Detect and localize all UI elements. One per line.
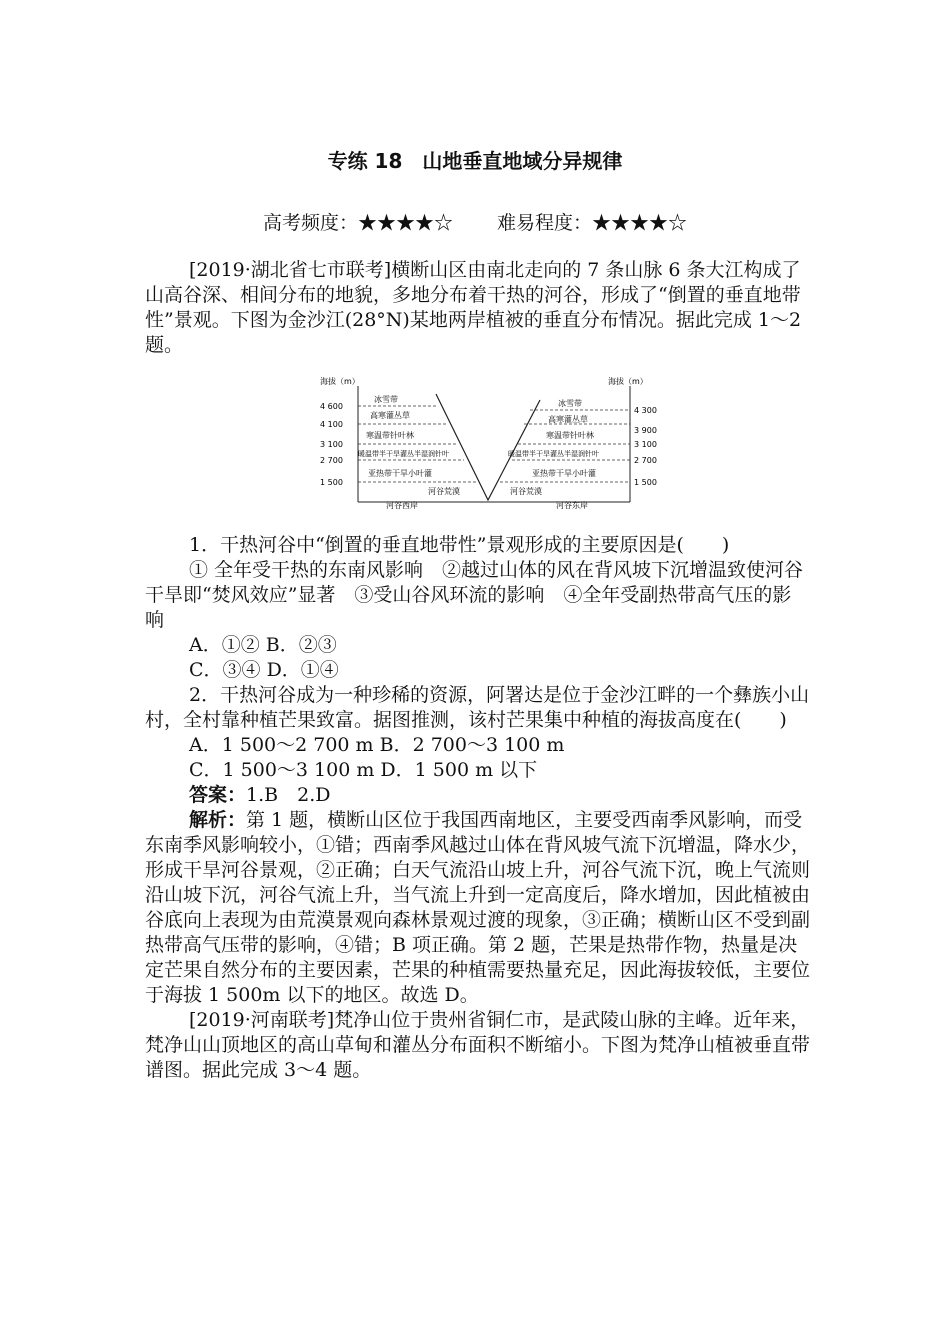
- answer-value: 1.B 2.D: [246, 784, 331, 806]
- questions-block: [145, 533, 810, 1083]
- question-2-options-ab: A．1 500～2 700 m B．2 700～3 100 m: [189, 734, 565, 756]
- question-1-stem: 1．干热河谷中“倒置的垂直地带性”景观形成的主要原因是( ): [189, 534, 730, 556]
- left-tick: 3 100: [320, 440, 343, 449]
- exam-frequency: 高考频度：★★★★☆: [262, 212, 453, 234]
- question-1-statements: ① 全年受干热的东南风影响 ②越过山体的风在背风坡下沉增温致使河谷干旱即“焚风效应”显著 ③受山谷风环流的影响 ④全年受副热带高气压的影响: [145, 559, 804, 631]
- answer-label: 答案：: [189, 784, 247, 806]
- analysis-text: 第 1 题，横断山区位于我国西南地区，主要受西南季风影响，而受东南季风影响较小，①错；西南季风越过山体在背风坡气流下沉增温，降水少，形成干旱河谷景观，②正确；白天气流沿山坡上升，河谷气流下沉，晚上气流则沿山坡下沉，河谷气流上升，当气流上升到一定高度后，降水增加，因此植被由谷底向上表现为由荒漠景观向森林景观过渡的现象，③正确；横断山区不受到副热带高气压带的影响，④错；B 项正确。第 2 题，芒果是热带作物，热量是决定芒果自然分布的主要因素，芒果的种植需要热量充足，因此海拔较低，主要位于海拔 1 500m 以下的地区。故选 D。: [145, 809, 811, 1006]
- east-bank-label: 河谷东岸: [556, 501, 588, 510]
- question-1-options-cd: C．③④ D．①④: [189, 659, 339, 681]
- right-zone-label: 亚热带干旱小叶灌: [532, 469, 596, 478]
- intro-passage-2: [2019·河南联考]梵净山位于贵州省铜仁市，是武陵山脉的主峰。近年来，梵净山山顶地区的高山草甸和灌丛分布面积不断缩小。下图为梵净山植被垂直带谱图。据此完成 3～4 题。: [145, 1009, 811, 1081]
- left-zone-label: 暖温带半干旱灌丛半湿润针叶: [358, 450, 449, 458]
- right-zone-label: 高寒灌丛草: [548, 415, 588, 424]
- right-tick: 2 700: [634, 456, 657, 465]
- answer-line: [145, 783, 810, 808]
- right-tick: 4 300: [634, 406, 657, 415]
- left-axis-title: 海拔（m）: [320, 377, 360, 386]
- left-zone-label: 河谷荒漠: [428, 487, 460, 496]
- page-title: 专练 18 山地垂直地域分异规律: [327, 149, 623, 173]
- right-zone-label: 冰雪带: [558, 399, 582, 408]
- right-zone-label: 暖温带半干旱灌丛半湿润针叶: [508, 450, 599, 458]
- question-2-stem: 2．干热河谷成为一种珍稀的资源，阿署达是位于金沙江畔的一个彝族小山村，全村靠种植芒果致富。据图推测，该村芒果集中种植的海拔高度在( ): [145, 684, 810, 731]
- intro-passage-1: [145, 258, 810, 358]
- left-tick: 4 100: [320, 420, 343, 429]
- right-tick: 3 900: [634, 426, 657, 435]
- right-axis-title: 海拔（m）: [608, 377, 648, 386]
- intro-text: [2019·湖北省七市联考]横断山区由南北走向的 7 条山脉 6 条大江构成了山高谷深、相间分布的地貌，多地分布着干热的河谷，形成了“倒置的垂直地带性”景观。下图为金沙江(28°N)某地两岸植被的垂直分布情况。据此完成 1～2 题。: [145, 259, 802, 356]
- right-zone-label: 河谷荒漠: [510, 487, 542, 496]
- analysis-label: 解析：: [189, 809, 247, 831]
- left-zone-label: 高寒灌丛草: [370, 411, 410, 420]
- west-bank-label: 河谷西岸: [386, 501, 418, 510]
- question-2-options-cd: C．1 500～3 100 m D．1 500 m 以下: [189, 759, 538, 781]
- left-zone-label: 亚热带干旱小叶灌: [368, 469, 432, 478]
- left-zone-label: 寒温带针叶林: [366, 431, 414, 440]
- right-zone-label: 寒温带针叶林: [546, 431, 594, 440]
- difficulty-level: 难易程度：★★★★☆: [497, 212, 688, 234]
- left-tick: 1 500: [320, 478, 343, 487]
- left-zone-label: 冰雪带: [374, 395, 398, 404]
- vegetation-zone-figure: [318, 372, 658, 510]
- left-tick: 2 700: [320, 456, 343, 465]
- analysis-paragraph: [145, 808, 810, 1008]
- rating-line: [0, 208, 950, 235]
- question-1-options-ab: A．①② B．②③: [189, 634, 337, 656]
- right-tick: 1 500: [634, 478, 657, 487]
- left-tick: 4 600: [320, 402, 343, 411]
- right-tick: 3 100: [634, 440, 657, 449]
